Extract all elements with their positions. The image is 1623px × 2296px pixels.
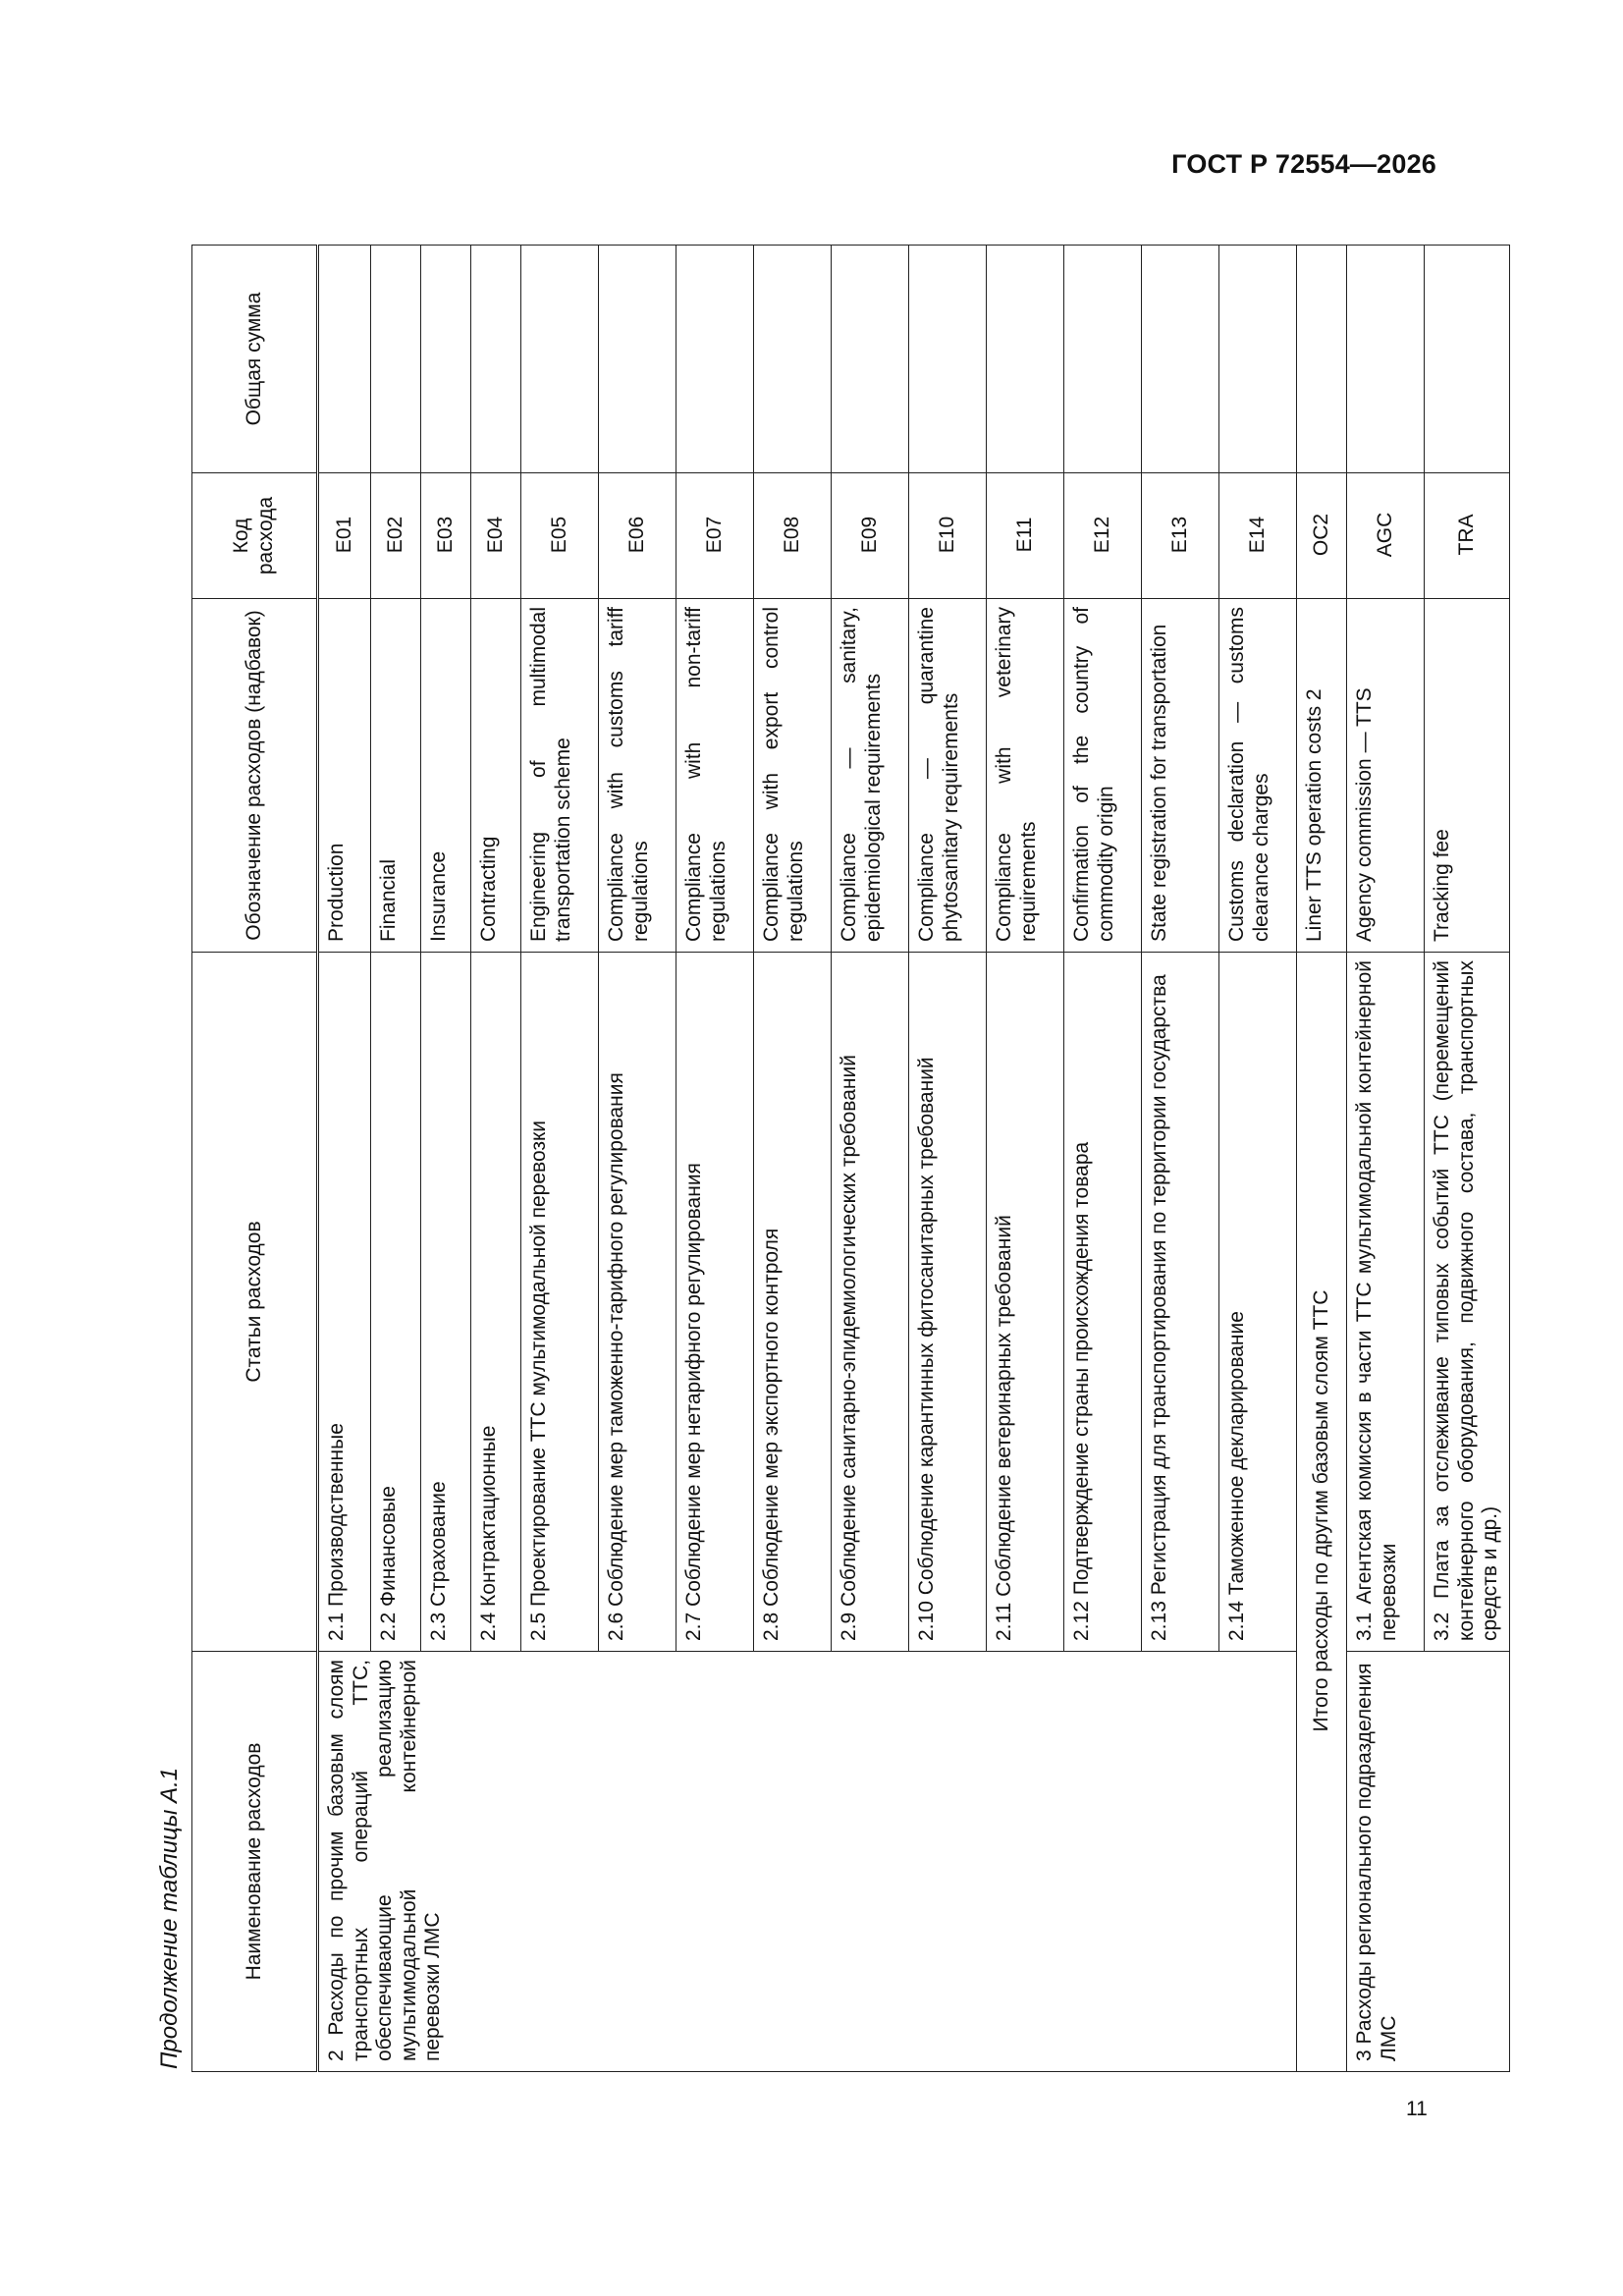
code-cell: E04	[471, 473, 521, 599]
code-cell: E06	[599, 473, 676, 599]
total-cell	[909, 246, 987, 473]
group-name-cell: 3 Расходы регионального подразделения ЛМС	[1347, 1652, 1510, 2072]
page-number: 11	[1406, 2098, 1428, 2120]
group-name-cell: 2 Расходы по прочим базовым слоям транспортных операций ТТС, обеспечивающие реализацию мультимодальной контейнерной перевозки ЛМС	[318, 1652, 1297, 2072]
table-header-row	[192, 246, 318, 2072]
designation-cell: Compliance — quarantine phytosanitary requirements	[909, 599, 987, 953]
standard-number: ГОСТ Р 72554—2026	[1171, 149, 1436, 179]
code-cell: E12	[1064, 473, 1142, 599]
code-cell: E07	[676, 473, 754, 599]
designation-cell: Customs declaration — customs clearance charges	[1219, 599, 1297, 953]
item-cell: 2.13 Регистрация для транспортирования по территории государства	[1142, 953, 1219, 1652]
table-row	[318, 246, 371, 2072]
designation-cell: Production	[318, 599, 371, 953]
item-cell: 2.12 Подтверждение страны происхождения товара	[1064, 953, 1142, 1652]
designation-cell: Agency commission — TTS	[1347, 599, 1425, 953]
code-cell: E03	[421, 473, 471, 599]
designation-cell: Financial	[371, 599, 421, 953]
designation-cell: Liner TTS operation costs 2	[1297, 599, 1347, 953]
column-header-total: Общая сумма	[192, 246, 318, 473]
item-cell: 2.9 Соблюдение санитарно-эпидемиологических требований	[832, 953, 909, 1652]
designation-cell: Insurance	[421, 599, 471, 953]
designation-cell: Engineering of multimodal transportation scheme	[521, 599, 599, 953]
item-cell: 2.3 Страхование	[421, 953, 471, 1652]
total-cell	[599, 246, 676, 473]
total-cell	[471, 246, 521, 473]
code-cell: E13	[1142, 473, 1219, 599]
code-cell: E08	[754, 473, 832, 599]
expenses-table	[191, 245, 1510, 2072]
total-cell	[371, 246, 421, 473]
item-cell: 2.8 Соблюдение мер экспортного контроля	[754, 953, 832, 1652]
total-cell	[754, 246, 832, 473]
code-cell: E05	[521, 473, 599, 599]
code-cell: AGC	[1347, 473, 1425, 599]
column-header-code: Код расхода	[192, 473, 318, 599]
code-cell: TRA	[1425, 473, 1510, 599]
table-row	[1347, 246, 1425, 2072]
rotated-table-area	[147, 226, 1502, 2072]
total-cell	[1297, 246, 1347, 473]
total-cell	[521, 246, 599, 473]
item-cell: 2.2 Финансовые	[371, 953, 421, 1652]
code-cell: E02	[371, 473, 421, 599]
designation-cell: Compliance — sanitary, epidemiological requirements	[832, 599, 909, 953]
item-cell: 2.4 Контрактационные	[471, 953, 521, 1652]
total-cell	[318, 246, 371, 473]
designation-cell: Compliance with non-tariff regulations	[676, 599, 754, 953]
item-cell: 2.11 Соблюдение ветеринарных требований	[987, 953, 1064, 1652]
code-cell: E10	[909, 473, 987, 599]
total-cell	[987, 246, 1064, 473]
total-cell	[676, 246, 754, 473]
table-caption: Продолжение таблицы А.1	[156, 1767, 183, 2069]
designation-cell: Compliance with export control regulations	[754, 599, 832, 953]
column-header-designation: Обозначение расходов (надбавок)	[192, 599, 318, 953]
total-cell	[1142, 246, 1219, 473]
column-header-items: Статьи расходов	[192, 953, 318, 1652]
item-cell: 2.1 Производственные	[318, 953, 371, 1652]
code-cell: OC2	[1297, 473, 1347, 599]
total-cell	[1219, 246, 1297, 473]
designation-cell: Compliance with customs tariff regulations	[599, 599, 676, 953]
subtotal-label: Итого расходы по другим базовым слоям ТТС	[1297, 953, 1347, 2072]
designation-cell: Contracting	[471, 599, 521, 953]
code-cell: E11	[987, 473, 1064, 599]
total-cell	[421, 246, 471, 473]
code-cell: E14	[1219, 473, 1297, 599]
code-cell: E09	[832, 473, 909, 599]
item-cell: 2.10 Соблюдение карантинных фитосанитарных требований	[909, 953, 987, 1652]
item-cell: 2.6 Соблюдение мер таможенно-тарифного регулирования	[599, 953, 676, 1652]
item-cell: 2.7 Соблюдение мер нетарифного регулирования	[676, 953, 754, 1652]
item-cell: 2.5 Проектирование ТТС мультимодальной перевозки	[521, 953, 599, 1652]
designation-cell: Compliance with veterinary requirements	[987, 599, 1064, 953]
designation-cell: Confirmation of the country of commodity origin	[1064, 599, 1142, 953]
column-header-name: Наименование расходов	[192, 1652, 318, 2072]
total-cell	[832, 246, 909, 473]
item-cell: 3.2 Плата за отслеживание типовых событий ТТС (перемещений контейнерного оборудования, подвижного состава, транспортных средств и др.)	[1425, 953, 1510, 1652]
designation-cell: Tracking fee	[1425, 599, 1510, 953]
code-cell: E01	[318, 473, 371, 599]
designation-cell: State registration for transportation	[1142, 599, 1219, 953]
item-cell: 3.1 Агентская комиссия в части ТТС мультимодальной контейнерной перевозки	[1347, 953, 1425, 1652]
total-cell	[1347, 246, 1425, 473]
total-cell	[1064, 246, 1142, 473]
item-cell: 2.14 Таможенное декларирование	[1219, 953, 1297, 1652]
subtotal-row	[1297, 246, 1347, 2072]
total-cell	[1425, 246, 1510, 473]
